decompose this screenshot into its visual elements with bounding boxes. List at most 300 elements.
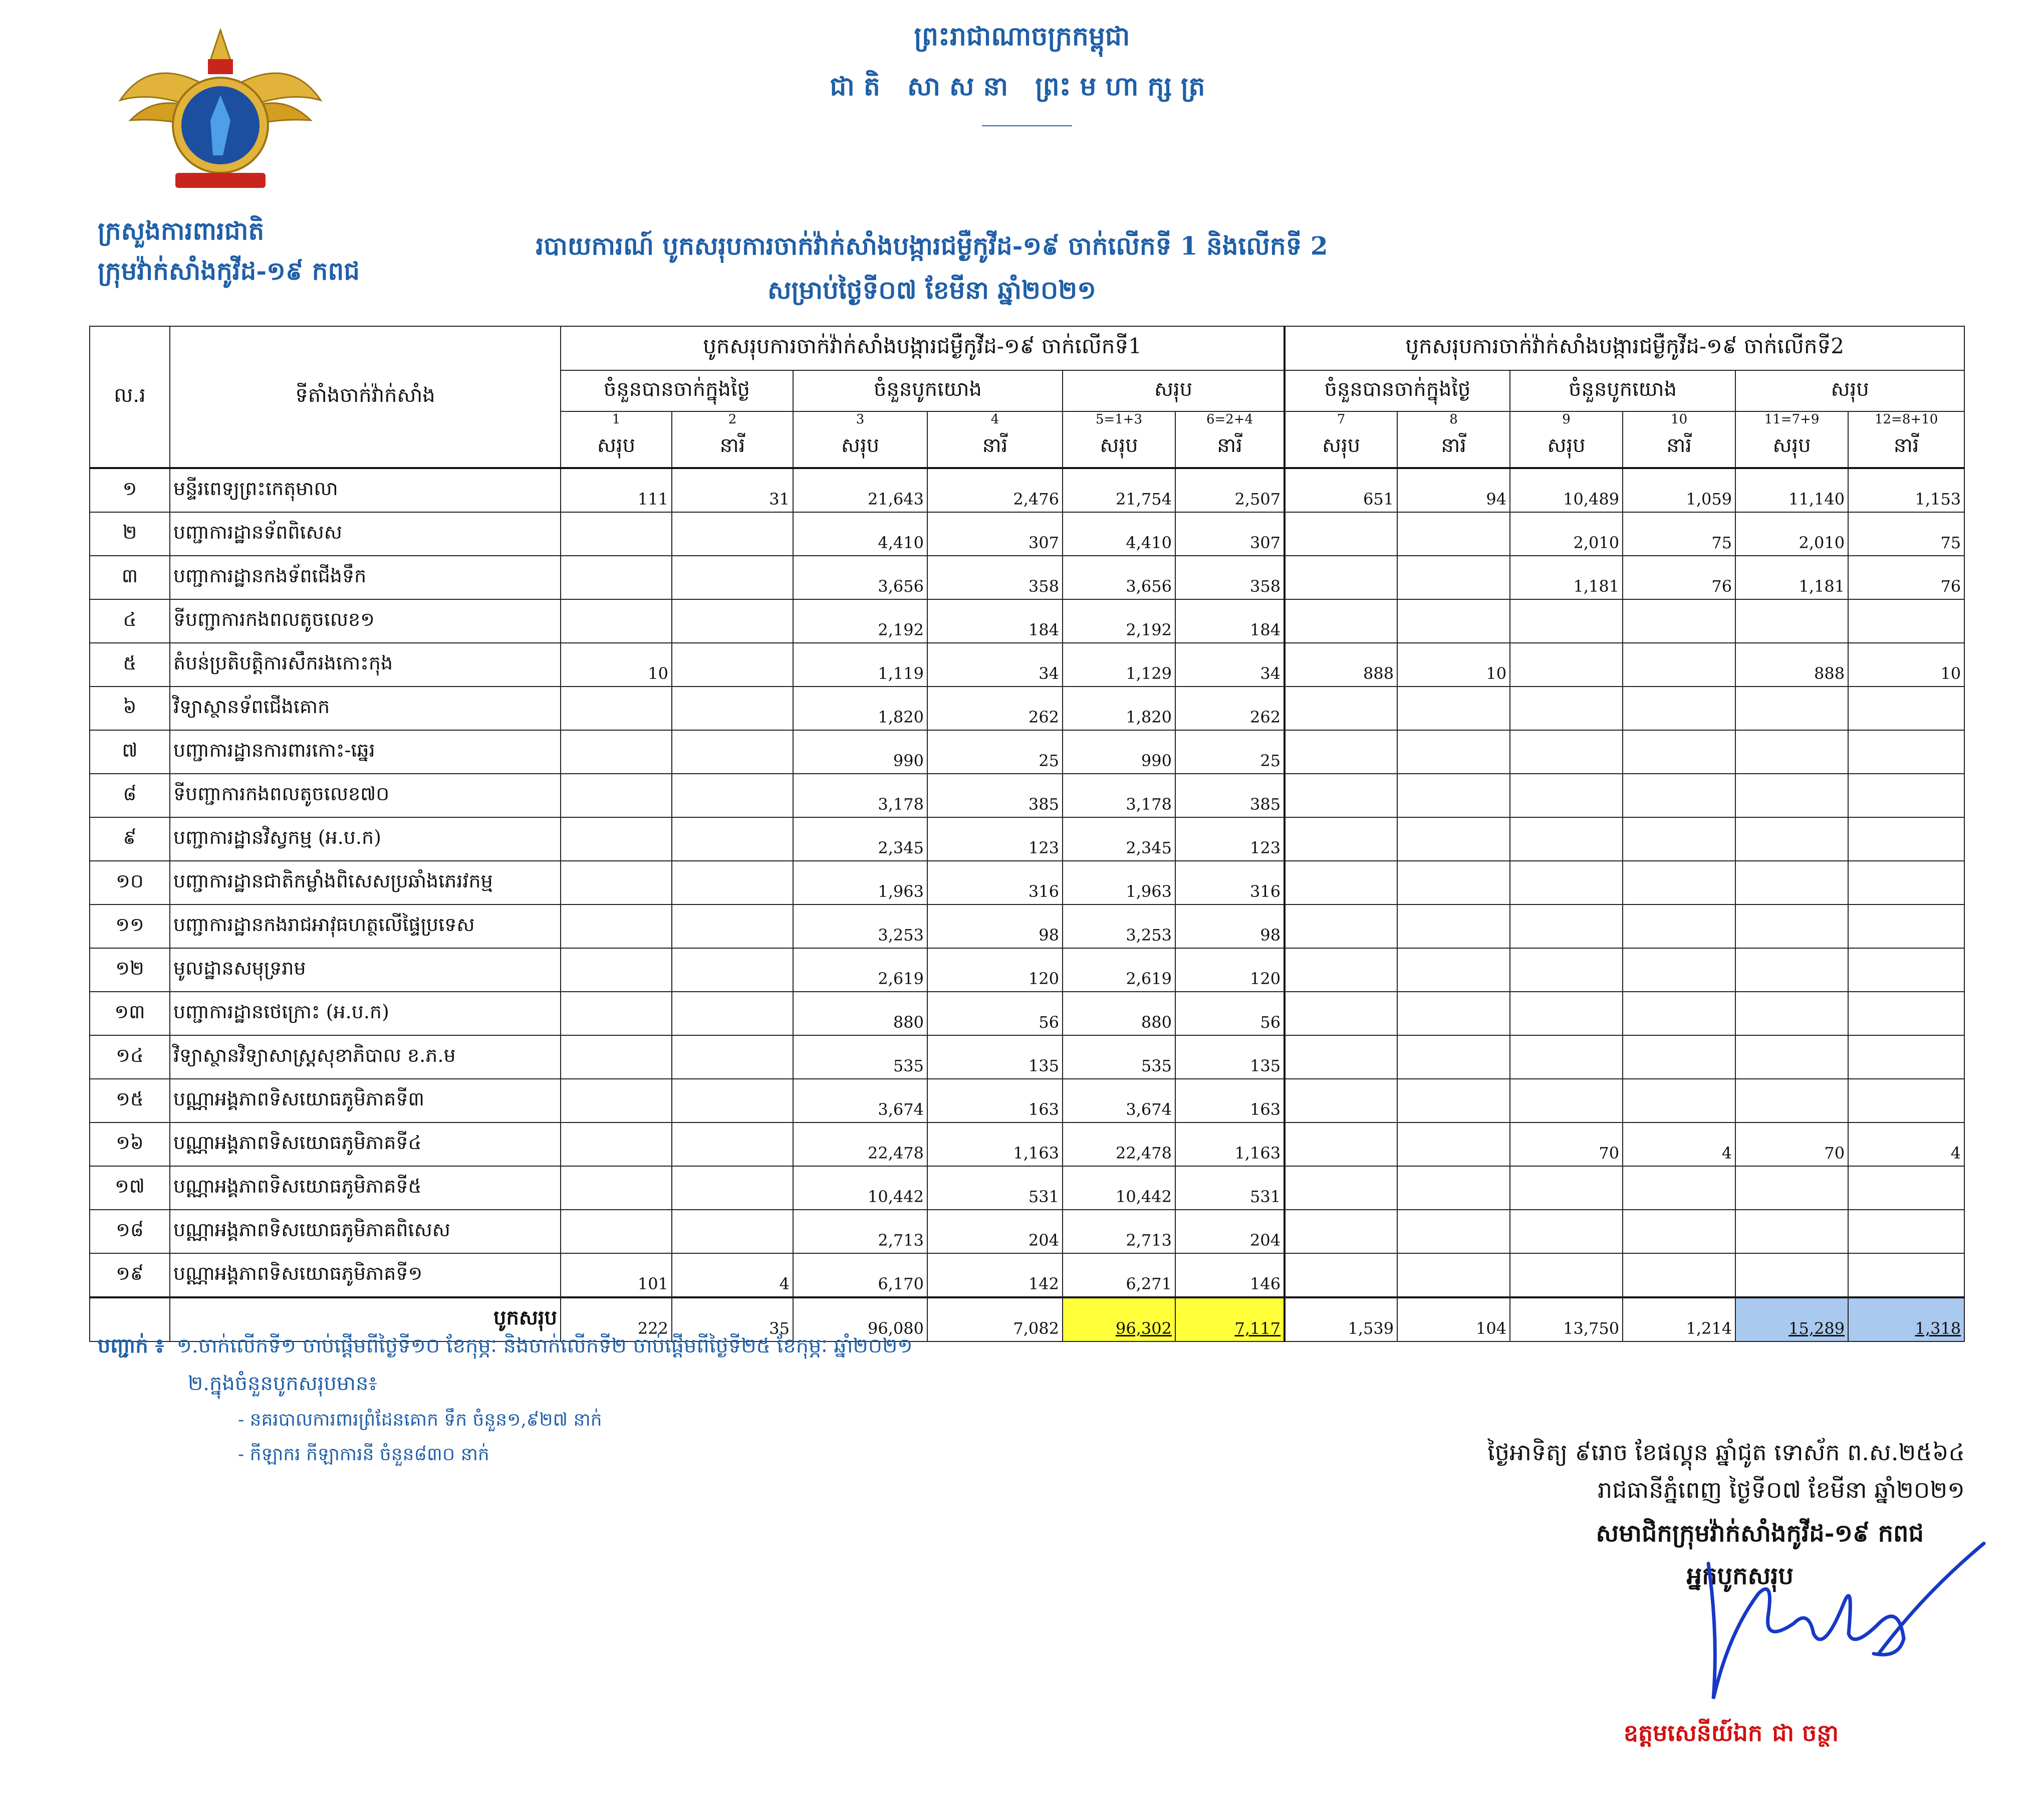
- col-female-label: នារី: [672, 427, 793, 468]
- cell-col-3: 10,442: [793, 1166, 927, 1210]
- cell-col-8: [1397, 992, 1510, 1035]
- cell-col-10: [1623, 905, 1735, 948]
- cell-col-4: 1,163: [927, 1122, 1063, 1166]
- cell-col-5: 4,410: [1063, 512, 1175, 556]
- cell-col-1: [561, 992, 672, 1035]
- cell-col-10: [1623, 817, 1735, 861]
- cell-col-8: [1397, 1079, 1510, 1122]
- row-location: ទីបញ្ជាការកងពលតូចលេខ៧០: [170, 774, 561, 817]
- cell-col-6: 163: [1175, 1079, 1285, 1122]
- cell-col-7: [1285, 1079, 1397, 1122]
- cell-col-11: [1735, 948, 1848, 992]
- cell-col-10: [1623, 774, 1735, 817]
- col-number-9: 9: [1510, 411, 1623, 427]
- cell-col-9: [1510, 643, 1623, 687]
- cell-col-7: [1285, 948, 1397, 992]
- cell-col-5: 2,192: [1063, 599, 1175, 643]
- cell-col-12: [1848, 948, 1964, 992]
- cell-col-2: [672, 1035, 793, 1079]
- cell-col-8: [1397, 817, 1510, 861]
- ministry-name: ក្រសួងការពារជាតិ: [98, 216, 265, 246]
- cell-col-1: [561, 730, 672, 774]
- cell-col-12: [1848, 992, 1964, 1035]
- col-total-label: សរុប: [1735, 427, 1848, 468]
- cell-col-7: [1285, 992, 1397, 1035]
- table-row: [90, 1122, 1964, 1166]
- cell-col-7: [1285, 556, 1397, 599]
- cell-col-9: [1510, 1210, 1623, 1253]
- cell-col-1: [561, 948, 672, 992]
- kingdom-title: ព្រះរាជាណាចក្រកម្ពុជា: [914, 21, 1130, 52]
- row-location: វិទ្យាស្ថានវិទ្យាសាស្ត្រសុខាភិបាល ខ.ភ.ម: [170, 1035, 561, 1079]
- cell-col-1: [561, 599, 672, 643]
- note-line-2: ២.ក្នុងចំនួនបូកសរុបមាន៖: [188, 1372, 377, 1395]
- table-row: [90, 468, 1964, 512]
- table-row: [90, 556, 1964, 599]
- row-number: ១៥: [90, 1079, 170, 1122]
- col-total-label: សរុប: [1063, 427, 1175, 468]
- row-number: ១០: [90, 861, 170, 905]
- row-location: មូលដ្ឋានសមុទ្ររាម: [170, 948, 561, 992]
- cell-col-10: [1623, 1253, 1735, 1297]
- note-line-1: ១.ចាក់លើកទី១ ចាប់ផ្តើមពីថ្ងៃទី១០ ខែកុម្ភៈ និងចាក់លើកទី២ ចាប់ផ្តើមពីថ្ងៃទី២៥ ខែកុម្ភៈ ឆ្នាំ២០២១: [176, 1334, 913, 1358]
- row-number: ១: [90, 468, 170, 512]
- cell-col-3: 4,410: [793, 512, 927, 556]
- cell-col-10: [1623, 992, 1735, 1035]
- cell-col-9: [1510, 599, 1623, 643]
- cell-col-7: [1285, 1035, 1397, 1079]
- cell-col-10: [1623, 1210, 1735, 1253]
- cell-col-6: 204: [1175, 1210, 1285, 1253]
- row-location: បញ្ជាការដ្ឋានជាតិកម្លាំងពិសេសប្រឆាំងភេរវកម្ម: [170, 861, 561, 905]
- cell-col-5: 2,619: [1063, 948, 1175, 992]
- row-location: មន្ទីរពេទ្យព្រះកេតុមាលា: [170, 468, 561, 512]
- cell-col-1: [561, 1079, 672, 1122]
- row-location: បញ្ជាការដ្ឋានវិស្វកម្ម (អ.ប.ក): [170, 817, 561, 861]
- dose1-total-header: សរុប: [1063, 370, 1285, 411]
- cell-col-6: 385: [1175, 774, 1285, 817]
- table-row: [90, 643, 1964, 687]
- row-location: បណ្ណាអង្គភាពទិសយោធភូមិភាគទី១: [170, 1253, 561, 1297]
- cell-col-5: 21,754: [1063, 468, 1175, 512]
- table-row: [90, 1166, 1964, 1210]
- table-row: [90, 774, 1964, 817]
- cell-col-7: [1285, 1122, 1397, 1166]
- cell-col-1: 10: [561, 643, 672, 687]
- cell-col-6: 135: [1175, 1035, 1285, 1079]
- cell-col-9: [1510, 948, 1623, 992]
- cell-col-3: 2,619: [793, 948, 927, 992]
- row-number: ១៦: [90, 1122, 170, 1166]
- cell-col-8: [1397, 1253, 1510, 1297]
- row-number: ៥: [90, 643, 170, 687]
- total-col-6: 7,117: [1175, 1297, 1285, 1341]
- cell-col-6: 120: [1175, 948, 1285, 992]
- cell-col-9: [1510, 774, 1623, 817]
- total-col-4: 7,082: [927, 1297, 1063, 1341]
- cell-col-11: [1735, 1166, 1848, 1210]
- cell-col-10: [1623, 687, 1735, 730]
- cell-col-11: [1735, 992, 1848, 1035]
- note-line-4: - កីឡាករ កីឡាការនី ចំនួន៨៣០ នាក់: [238, 1444, 489, 1465]
- cell-col-3: 2,713: [793, 1210, 927, 1253]
- cell-col-10: 4: [1623, 1122, 1735, 1166]
- table-row: [90, 687, 1964, 730]
- col-female-label: នារី: [927, 427, 1063, 468]
- cell-col-9: [1510, 1166, 1623, 1210]
- cell-col-11: [1735, 861, 1848, 905]
- cell-col-5: 3,674: [1063, 1079, 1175, 1122]
- table-row: [90, 948, 1964, 992]
- cell-col-4: 316: [927, 861, 1063, 905]
- cell-col-9: [1510, 1035, 1623, 1079]
- cell-col-3: 1,963: [793, 861, 927, 905]
- cell-col-12: 75: [1848, 512, 1964, 556]
- place-date: រាជធានីភ្នំពេញ ថ្ងៃទី០៧ ខែមីនា ឆ្នាំ២០២១: [1598, 1476, 1965, 1503]
- ministry-emblem: [110, 25, 331, 200]
- cell-col-9: 70: [1510, 1122, 1623, 1166]
- dose2-total-header: សរុប: [1735, 370, 1964, 411]
- cell-col-4: 204: [927, 1210, 1063, 1253]
- table-row: [90, 817, 1964, 861]
- table-row: [90, 1253, 1964, 1297]
- cell-col-12: [1848, 817, 1964, 861]
- cell-col-3: 3,178: [793, 774, 927, 817]
- cell-col-6: 184: [1175, 599, 1285, 643]
- cell-col-11: [1735, 730, 1848, 774]
- total-col-1: 222: [561, 1297, 672, 1341]
- cell-col-5: 3,253: [1063, 905, 1175, 948]
- total-col-7: 1,539: [1285, 1297, 1397, 1341]
- col-number-2: 2: [672, 411, 793, 427]
- col-number-12: 12=8+10: [1848, 411, 1964, 427]
- cell-col-1: [561, 905, 672, 948]
- row-number: ៨: [90, 774, 170, 817]
- cell-col-6: 531: [1175, 1166, 1285, 1210]
- cell-col-12: [1848, 905, 1964, 948]
- cell-col-5: 1,129: [1063, 643, 1175, 687]
- cell-col-9: 1,181: [1510, 556, 1623, 599]
- table-row: [90, 599, 1964, 643]
- cell-col-3: 3,253: [793, 905, 927, 948]
- row-location: បញ្ជាការដ្ឋានថេក្រោះ (អ.ប.ក): [170, 992, 561, 1035]
- cell-col-8: 10: [1397, 643, 1510, 687]
- cell-col-11: [1735, 774, 1848, 817]
- cell-col-3: 880: [793, 992, 927, 1035]
- total-col-9: 13,750: [1510, 1297, 1623, 1341]
- table-row: [90, 730, 1964, 774]
- table-row: [90, 861, 1964, 905]
- cell-col-10: [1623, 599, 1735, 643]
- cell-col-11: [1735, 1253, 1848, 1297]
- cell-col-2: 31: [672, 468, 793, 512]
- cell-col-6: 316: [1175, 861, 1285, 905]
- col-female-label: នារី: [1175, 427, 1285, 468]
- col-total-label: សរុប: [1510, 427, 1623, 468]
- cell-col-3: 21,643: [793, 468, 927, 512]
- cell-col-10: [1623, 730, 1735, 774]
- cell-col-12: [1848, 599, 1964, 643]
- cell-col-11: [1735, 1210, 1848, 1253]
- row-location: បញ្ជាការដ្ឋានការពារកោះ-ឆ្នេរ: [170, 730, 561, 774]
- cell-col-8: [1397, 774, 1510, 817]
- cell-col-9: [1510, 1079, 1623, 1122]
- cell-col-11: 70: [1735, 1122, 1848, 1166]
- cell-col-2: [672, 730, 793, 774]
- cell-col-11: [1735, 905, 1848, 948]
- cell-col-11: [1735, 1079, 1848, 1122]
- cell-col-12: [1848, 1253, 1964, 1297]
- total-col-3: 96,080: [793, 1297, 927, 1341]
- cell-col-7: [1285, 817, 1397, 861]
- row-location: បណ្ណាអង្គភាពទិសយោធភូមិភាគទី៥: [170, 1166, 561, 1210]
- cell-col-9: 10,489: [1510, 468, 1623, 512]
- cell-col-5: 2,345: [1063, 817, 1175, 861]
- row-location: បញ្ជាការដ្ឋានទ័ពពិសេស: [170, 512, 561, 556]
- cell-col-2: [672, 1210, 793, 1253]
- cell-col-10: [1623, 861, 1735, 905]
- cell-col-1: [561, 861, 672, 905]
- cell-col-9: [1510, 730, 1623, 774]
- col-number-3: 3: [793, 411, 927, 427]
- notes-block: [98, 1333, 913, 1469]
- cell-col-6: 146: [1175, 1253, 1285, 1297]
- cell-col-4: 385: [927, 774, 1063, 817]
- cell-col-8: [1397, 905, 1510, 948]
- col-total-label: សរុប: [793, 427, 927, 468]
- notes-label: បញ្ជាក់ ៖: [98, 1334, 164, 1358]
- cell-col-8: [1397, 556, 1510, 599]
- row-location: បញ្ជាការដ្ឋានកងរាជអាវុធហត្ថលើផ្ទៃប្រទេស: [170, 905, 561, 948]
- cell-col-1: [561, 774, 672, 817]
- col-number-8: 8: [1397, 411, 1510, 427]
- cell-col-7: [1285, 1166, 1397, 1210]
- col-total-label: សរុប: [1285, 427, 1397, 468]
- cell-col-5: 990: [1063, 730, 1175, 774]
- cell-col-1: [561, 817, 672, 861]
- row-number: ១១: [90, 905, 170, 948]
- cell-col-12: [1848, 730, 1964, 774]
- cell-col-9: [1510, 992, 1623, 1035]
- col-female-label: នារី: [1848, 427, 1964, 468]
- cell-col-8: [1397, 599, 1510, 643]
- cell-col-12: [1848, 861, 1964, 905]
- signer-role: សមាជិកក្រុមវ៉ាក់សាំងកូវីដ-១៩ កពជ: [1596, 1519, 1924, 1547]
- dose2-today-header: ចំនួនបានចាក់ក្នុងថ្ងៃ: [1285, 370, 1510, 411]
- cell-col-2: [672, 599, 793, 643]
- cell-col-4: 531: [927, 1166, 1063, 1210]
- cell-col-5: 535: [1063, 1035, 1175, 1079]
- row-number: ២: [90, 512, 170, 556]
- signer-name: ជា ចន្ថា: [1772, 1719, 1839, 1746]
- cell-col-5: 3,656: [1063, 556, 1175, 599]
- cell-col-6: 56: [1175, 992, 1285, 1035]
- handwritten-signature: [1663, 1533, 1989, 1714]
- cell-col-10: [1623, 1035, 1735, 1079]
- cell-col-12: [1848, 687, 1964, 730]
- cell-col-12: 76: [1848, 556, 1964, 599]
- note-line-3: - នគរបាលការពារព្រំដែនគោក ទឹក ចំនួន១,៩២៧ នាក់: [238, 1410, 602, 1430]
- signer-rank: ឧត្តមសេនីយ៍ឯក: [1623, 1719, 1763, 1746]
- total-col-10: 1,214: [1623, 1297, 1735, 1341]
- cell-col-8: [1397, 1035, 1510, 1079]
- row-number: ៦: [90, 687, 170, 730]
- lunar-date: ថ្ងៃអាទិត្យ ៩រោច ខែផល្គុន ឆ្នាំជូត ទោស័ក ព.ស.២៥៦៤: [1487, 1439, 1965, 1466]
- cell-col-2: [672, 687, 793, 730]
- cell-col-3: 3,674: [793, 1079, 927, 1122]
- cell-col-3: 2,192: [793, 599, 927, 643]
- cell-col-1: [561, 1035, 672, 1079]
- cell-col-5: 880: [1063, 992, 1175, 1035]
- table-row: [90, 1035, 1964, 1079]
- cell-col-4: 25: [927, 730, 1063, 774]
- cell-col-3: 1,119: [793, 643, 927, 687]
- dose1-today-header: ចំនួនបានចាក់ក្នុងថ្ងៃ: [561, 370, 793, 411]
- cell-col-4: 123: [927, 817, 1063, 861]
- row-number: ១៨: [90, 1210, 170, 1253]
- cell-col-5: 6,271: [1063, 1253, 1175, 1297]
- table-row: [90, 905, 1964, 948]
- signer-role-2: អ្នកបូកសរុប: [1686, 1562, 1794, 1590]
- cell-col-10: 75: [1623, 512, 1735, 556]
- signer-name-block: [1624, 1719, 1839, 1752]
- cell-col-4: 307: [927, 512, 1063, 556]
- cell-col-12: [1848, 1079, 1964, 1122]
- cell-col-7: [1285, 599, 1397, 643]
- col-number-7: 7: [1285, 411, 1397, 427]
- cell-col-9: [1510, 687, 1623, 730]
- row-number: ១៧: [90, 1166, 170, 1210]
- col-number-1: 1: [561, 411, 672, 427]
- cell-col-1: [561, 1210, 672, 1253]
- cell-col-6: 1,163: [1175, 1122, 1285, 1166]
- dose2-cumulative-header: ចំនួនបូកយោង: [1510, 370, 1735, 411]
- cell-col-4: 56: [927, 992, 1063, 1035]
- cell-col-7: [1285, 861, 1397, 905]
- col-number-6: 6=2+4: [1175, 411, 1285, 427]
- row-location: បណ្ណាអង្គភាពទិសយោធភូមិភាគពិសេស: [170, 1210, 561, 1253]
- cell-col-12: [1848, 774, 1964, 817]
- cell-col-1: 101: [561, 1253, 672, 1297]
- cell-col-2: [672, 643, 793, 687]
- cell-col-4: 163: [927, 1079, 1063, 1122]
- cell-col-8: [1397, 512, 1510, 556]
- cell-col-9: [1510, 861, 1623, 905]
- row-location: វិទ្យាស្ថានទ័ពជើងគោក: [170, 687, 561, 730]
- cell-col-4: 2,476: [927, 468, 1063, 512]
- cell-col-1: [561, 687, 672, 730]
- report-title: របាយការណ៍ បូកសរុបការចាក់វ៉ាក់សាំងបង្ការជម្ងឺកូវីដ-១៩ ចាក់លើកទី 1 និងលើកទី 2: [536, 231, 1328, 261]
- cell-col-2: 4: [672, 1253, 793, 1297]
- cell-col-9: [1510, 905, 1623, 948]
- cell-col-10: 1,059: [1623, 468, 1735, 512]
- col-female-label: នារី: [1623, 427, 1735, 468]
- total-col-5: 96,302: [1063, 1297, 1175, 1341]
- cell-col-4: 34: [927, 643, 1063, 687]
- table-row: [90, 512, 1964, 556]
- cell-col-5: 22,478: [1063, 1122, 1175, 1166]
- cell-col-8: [1397, 1166, 1510, 1210]
- cell-col-9: 2,010: [1510, 512, 1623, 556]
- row-number: ១៩: [90, 1253, 170, 1297]
- cell-col-2: [672, 817, 793, 861]
- col-number-5: 5=1+3: [1063, 411, 1175, 427]
- table-row: [90, 992, 1964, 1035]
- cell-col-8: [1397, 1122, 1510, 1166]
- cell-col-11: [1735, 817, 1848, 861]
- row-number: ៩: [90, 817, 170, 861]
- col-number-10: 10: [1623, 411, 1735, 427]
- cell-col-11: [1735, 599, 1848, 643]
- total-col-11: 15,289: [1735, 1297, 1848, 1341]
- row-location: ទីបញ្ជាការកងពលតូចលេខ១: [170, 599, 561, 643]
- cell-col-7: [1285, 1210, 1397, 1253]
- cell-col-3: 2,345: [793, 817, 927, 861]
- row-number: ១៣: [90, 992, 170, 1035]
- cell-col-6: 25: [1175, 730, 1285, 774]
- cell-col-1: 111: [561, 468, 672, 512]
- cell-col-6: 34: [1175, 643, 1285, 687]
- table-row: [90, 1210, 1964, 1253]
- cell-col-4: 262: [927, 687, 1063, 730]
- cell-col-6: 307: [1175, 512, 1285, 556]
- cell-col-1: [561, 1166, 672, 1210]
- cell-col-9: [1510, 1253, 1623, 1297]
- cell-col-8: [1397, 948, 1510, 992]
- cell-col-6: 358: [1175, 556, 1285, 599]
- cell-col-3: 990: [793, 730, 927, 774]
- row-number: ១៤: [90, 1035, 170, 1079]
- cell-col-12: [1848, 1035, 1964, 1079]
- col-total-label: សរុប: [561, 427, 672, 468]
- total-label: បូកសរុប: [170, 1297, 561, 1341]
- cell-col-6: 98: [1175, 905, 1285, 948]
- row-location: បញ្ជាការដ្ឋានកងទ័ពជើងទឹក: [170, 556, 561, 599]
- cell-col-7: 888: [1285, 643, 1397, 687]
- row-location: បណ្ណាអង្គភាពទិសយោធភូមិភាគទី៣: [170, 1079, 561, 1122]
- cell-col-7: [1285, 512, 1397, 556]
- cell-col-1: [561, 556, 672, 599]
- cell-col-6: 262: [1175, 687, 1285, 730]
- cell-col-12: 4: [1848, 1122, 1964, 1166]
- cell-col-1: [561, 512, 672, 556]
- cell-col-8: [1397, 687, 1510, 730]
- cell-col-5: 1,820: [1063, 687, 1175, 730]
- cell-col-5: 3,178: [1063, 774, 1175, 817]
- row-number: ៧: [90, 730, 170, 774]
- cell-col-11: 888: [1735, 643, 1848, 687]
- cell-col-2: [672, 556, 793, 599]
- cell-col-4: 98: [927, 905, 1063, 948]
- cell-col-2: [672, 905, 793, 948]
- col-number-4: 4: [927, 411, 1063, 427]
- dose2-group-header: បូកសរុបការចាក់វ៉ាក់សាំងបង្ការជម្ងឺកូវីដ-១៩ ចាក់លើកទី2: [1285, 326, 1964, 370]
- cell-col-12: 1,153: [1848, 468, 1964, 512]
- cell-col-10: [1623, 948, 1735, 992]
- row-number: ៤: [90, 599, 170, 643]
- col-female-label: នារី: [1397, 427, 1510, 468]
- report-subtitle: សម្រាប់ថ្ងៃទី០៧ ខែមីនា ឆ្នាំ២០២១: [768, 275, 1096, 305]
- cell-col-2: [672, 992, 793, 1035]
- vaccination-report-table: [89, 326, 1965, 1342]
- cell-col-5: 2,713: [1063, 1210, 1175, 1253]
- col-number-11: 11=7+9: [1735, 411, 1848, 427]
- ornament-divider: [982, 125, 1072, 128]
- cell-col-11: 11,140: [1735, 468, 1848, 512]
- cell-col-8: [1397, 861, 1510, 905]
- col-location-header: ទីតាំងចាក់វ៉ាក់សាំង: [170, 326, 561, 468]
- cell-col-7: [1285, 774, 1397, 817]
